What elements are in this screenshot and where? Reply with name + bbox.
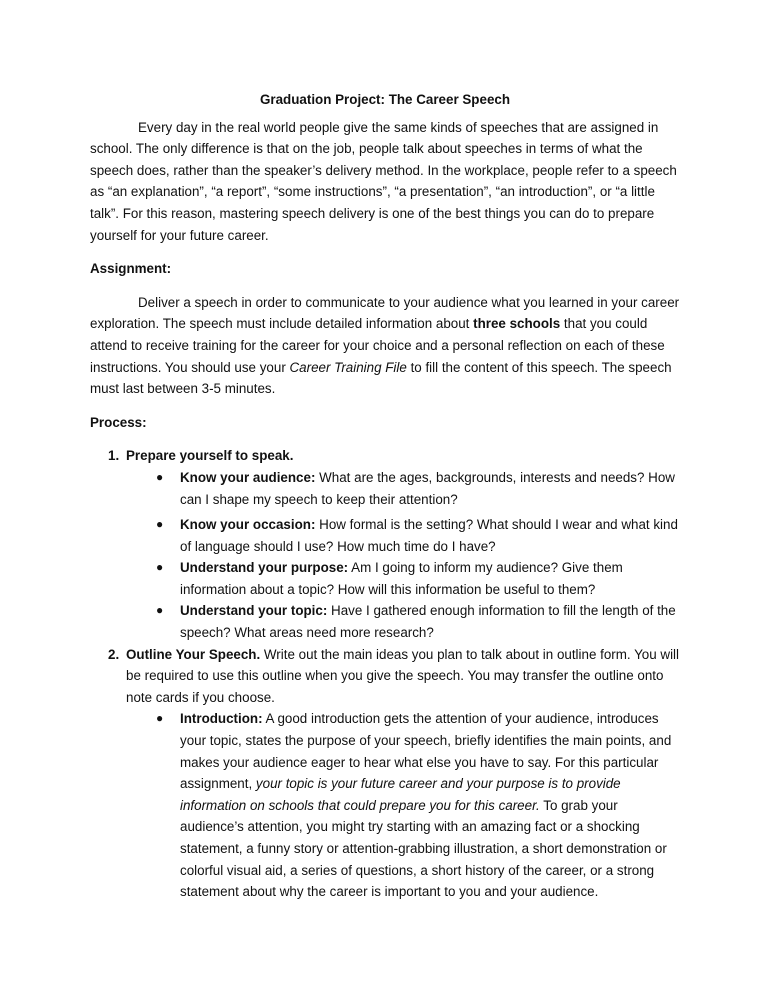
bullet-label: Know your audience: bbox=[180, 469, 316, 485]
document-title: Graduation Project: The Career Speech bbox=[259, 92, 511, 107]
process-step-1 bbox=[108, 445, 680, 643]
document-body bbox=[90, 89, 680, 903]
bullet-text-italic: your topic is your future career and your purpose is to provide information on schools that could prepare you for this career. bbox=[180, 776, 621, 813]
bullet-icon: ● bbox=[156, 560, 164, 575]
process-steps bbox=[108, 445, 680, 902]
assignment-text-c: to fill the content of this speech. The speech must last between 3-5 minutes. bbox=[90, 359, 672, 397]
bullet-icon: ● bbox=[156, 711, 164, 726]
bullet-text: Am I going to inform my audience? Give them information about a topic? How will this information be useful to them? bbox=[180, 560, 623, 597]
bullet-text-a: A good introduction gets the attention of your audience, introduces your topic, states the purpose of your speech, briefly identifies the main points, and makes your audience eager to hear what else you have to say. For this particular assignment, bbox=[180, 711, 672, 792]
bullet-label: Understand your topic: bbox=[180, 603, 328, 619]
bullet-text-b: To grab your audience’s attention, you might try starting with an amazing fact or a shocking statement, a funny story or attention-grabbing illustration, a short demonstration or colorful visual aid, a series of questions, a short history of the career, or a strong statement about why the career is important to you and your audience. bbox=[180, 797, 667, 900]
intro-paragraph: Every day in the real world people give the same kinds of speeches that are assigned in school. The only difference is that on the job, people talk about speeches in terms of what the speech does, rather than the speaker’s delivery method. In the workplace, people refer to a speech as “an explanation”, “a report”, “some instructions”, “a presentation”, “an introduction”, or “a little talk”. For this reason, mastering speech delivery is one of the best things you can do to prepare yourself for your future career. bbox=[90, 119, 677, 243]
step-title: Prepare yourself to speak. bbox=[126, 448, 294, 464]
assignment-career-training-file: Career Training File bbox=[289, 359, 407, 375]
bullet-item bbox=[142, 600, 680, 643]
bullet-text: What are the ages, backgrounds, interests and needs? How can I shape my speech to keep their attention? bbox=[180, 469, 675, 507]
assignment-heading: Assignment: bbox=[90, 261, 172, 277]
assignment-paragraph bbox=[90, 292, 680, 400]
process-heading: Process: bbox=[90, 414, 147, 430]
bullet-label: Know your occasion: bbox=[180, 517, 316, 533]
bullet-icon: ● bbox=[156, 469, 164, 484]
bullet-item-introduction bbox=[142, 708, 680, 902]
step-2-bullets bbox=[108, 708, 680, 902]
bullet-label: Introduction: bbox=[180, 711, 263, 727]
process-step-2 bbox=[108, 644, 680, 903]
step-title: Outline Your Speech. bbox=[126, 646, 261, 662]
bullet-text: Have I gathered enough information to fill the length of the speech? What areas need more research? bbox=[180, 603, 676, 641]
bullet-item bbox=[142, 467, 680, 510]
bullet-item bbox=[142, 557, 680, 600]
assignment-text-a: Deliver a speech in order to communicate to your audience what you learned in your career exploration. The speech must include detailed information about bbox=[90, 294, 680, 332]
bullet-item bbox=[142, 514, 680, 557]
bullet-label: Understand your purpose: bbox=[180, 560, 349, 576]
bullet-icon: ● bbox=[156, 517, 164, 532]
assignment-text-b: that you could attend to receive training for the career for your choice and a personal reflection on each of these instructions. You should use your bbox=[90, 316, 665, 375]
assignment-three-schools: three schools bbox=[473, 316, 561, 332]
step-number: 2. bbox=[108, 646, 120, 662]
step-text: Write out the main ideas you plan to talk about in outline form. You will be required to use this outline when you give the speech. You may transfer the outline onto note cards if you choose. bbox=[126, 646, 680, 705]
step-number: 1. bbox=[108, 448, 120, 464]
bullet-icon: ● bbox=[156, 603, 164, 618]
step-1-bullets bbox=[108, 467, 680, 644]
bullet-text: How formal is the setting? What should I wear and what kind of language should I use? How much time do I have? bbox=[180, 517, 678, 554]
